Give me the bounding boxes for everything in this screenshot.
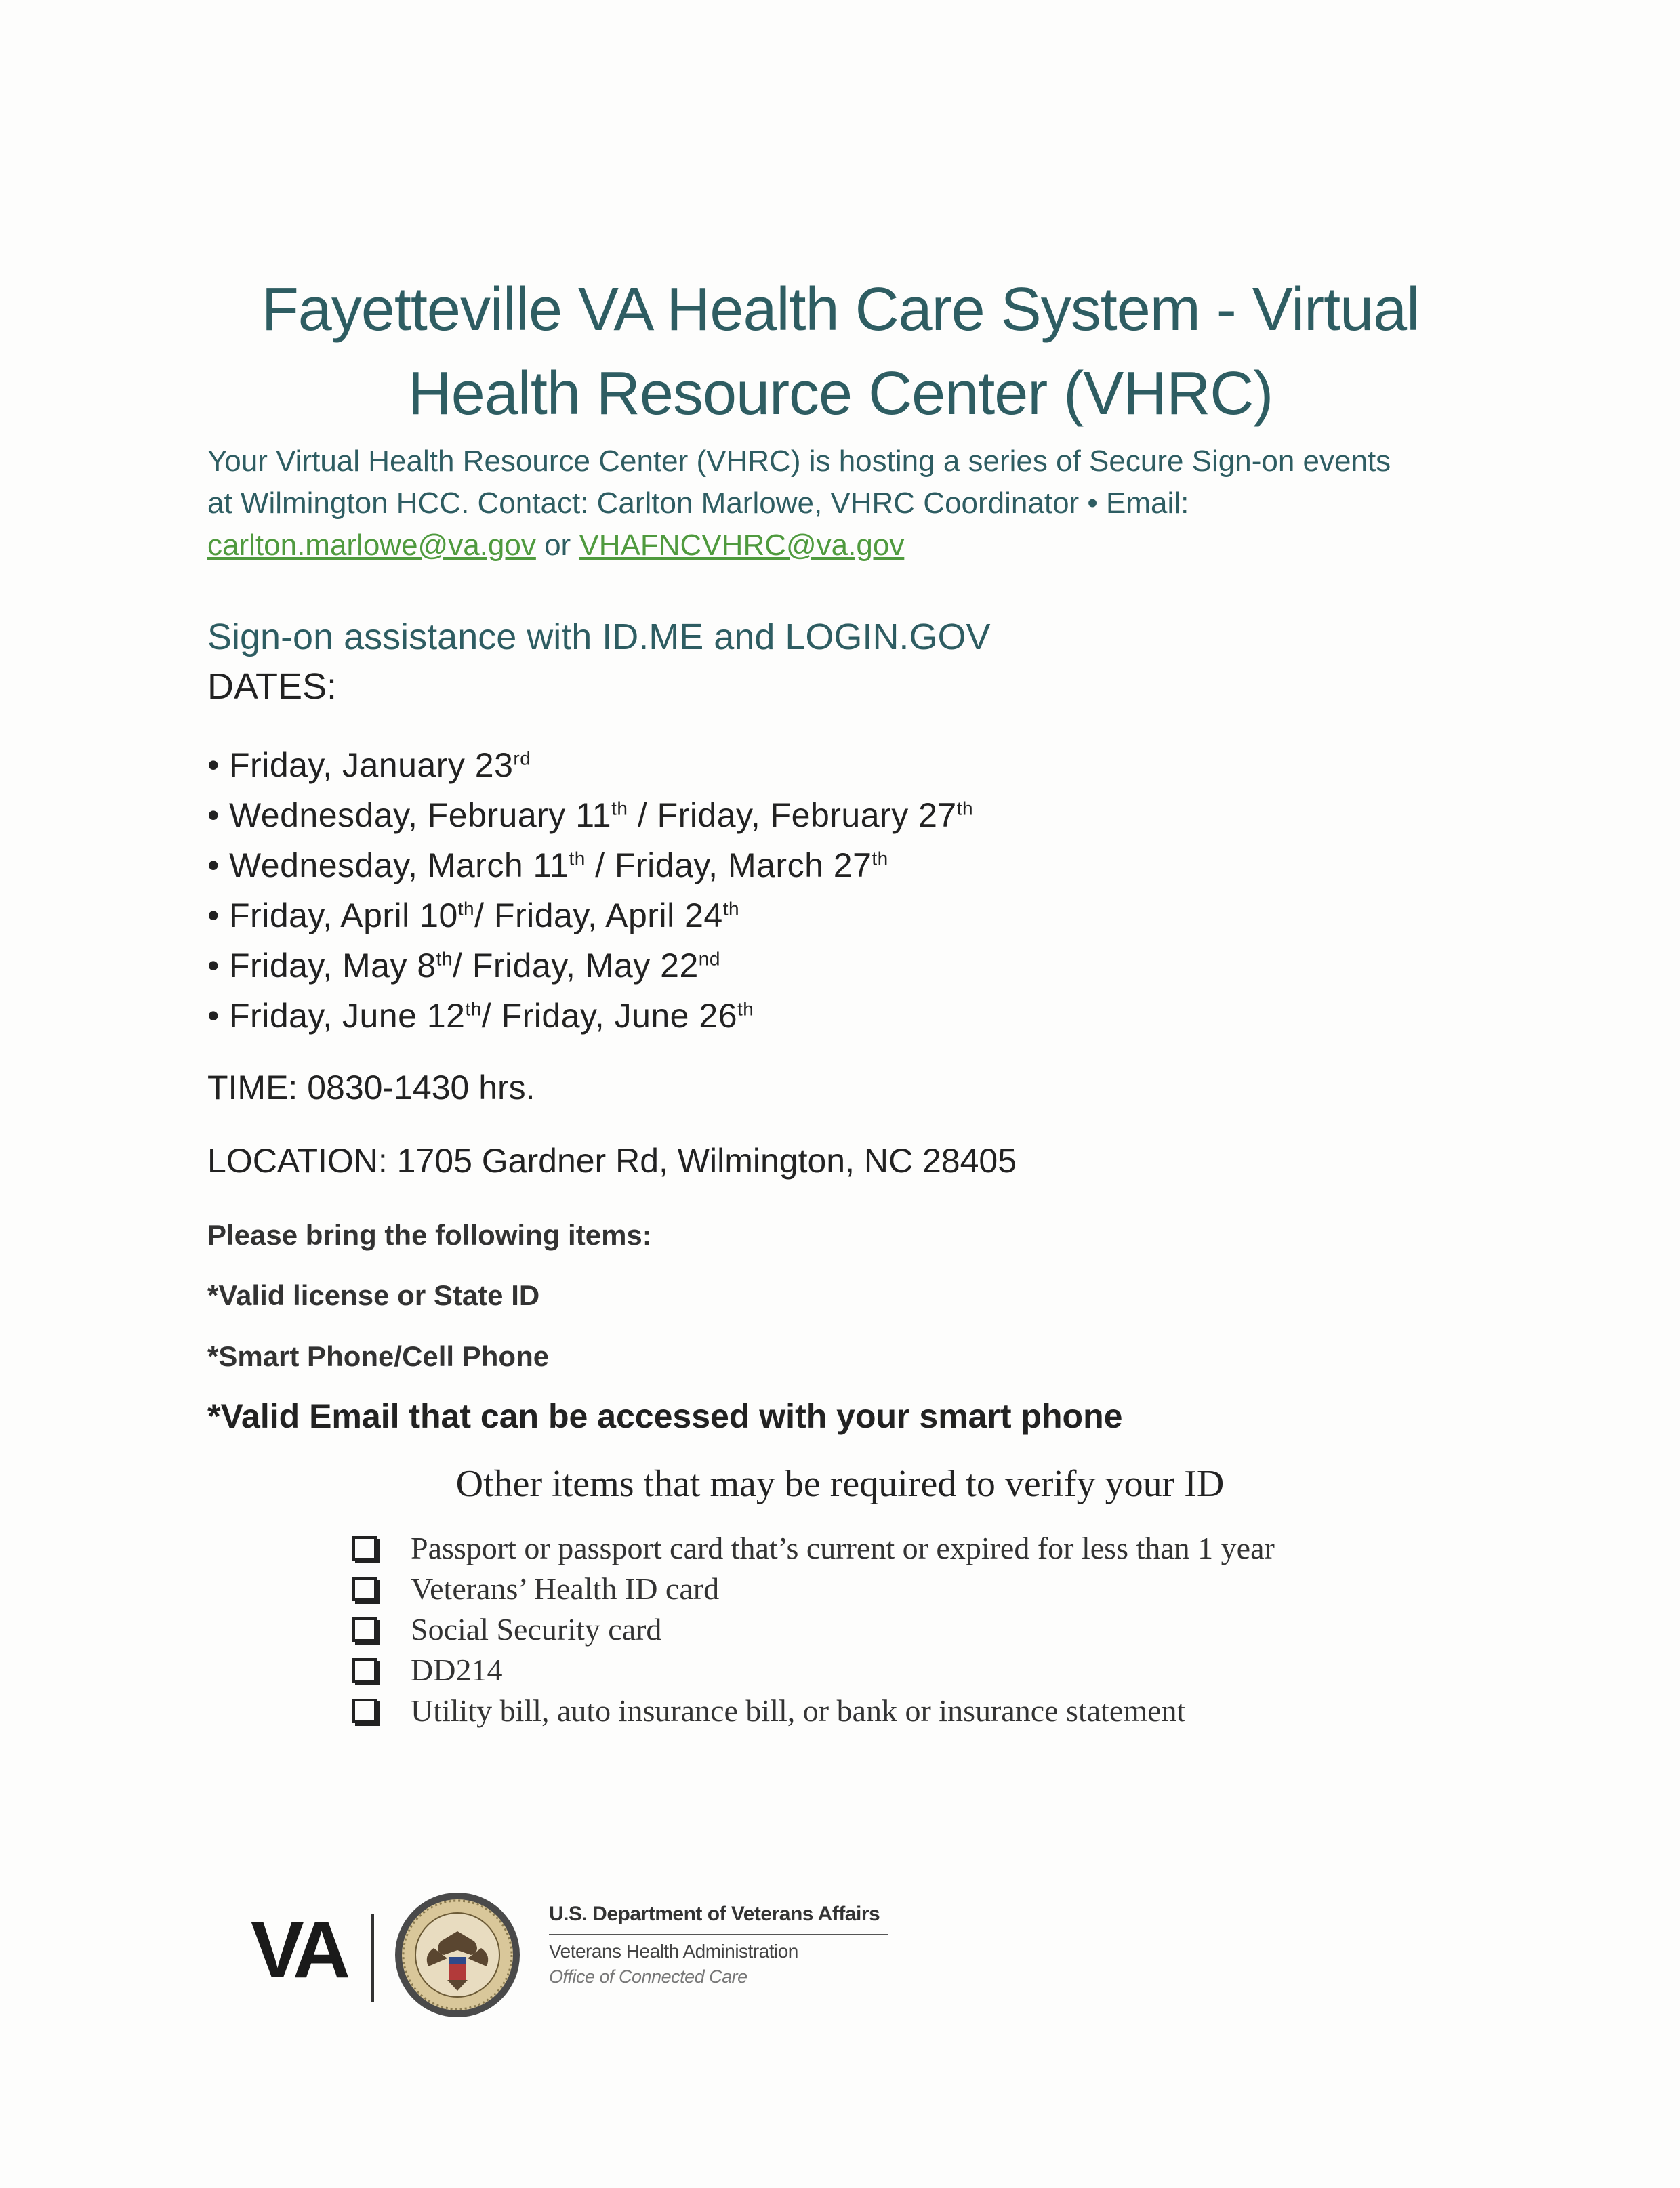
date-ordinal: nd <box>698 948 720 970</box>
date-item <box>207 740 973 790</box>
date-ordinal: rd <box>513 747 531 769</box>
checkbox-icon <box>352 1699 377 1723</box>
checkbox-icon <box>352 1536 377 1561</box>
date-text: Friday, June 12 <box>229 997 466 1035</box>
signon-heading: Sign-on assistance with ID.ME and LOGIN.GOV <box>207 617 991 657</box>
date-text: / Friday, May 22 <box>453 947 699 985</box>
va-wordmark: VA <box>251 1905 346 1995</box>
checklist-item <box>352 1609 1275 1650</box>
date-ordinal: th <box>569 848 586 869</box>
dates-list <box>207 740 973 1041</box>
date-text: / Friday, April 24 <box>474 896 723 934</box>
checklist-item-text: Social Security card <box>411 1612 662 1647</box>
date-item <box>207 890 973 941</box>
footer-logo <box>251 1877 928 2012</box>
date-text: / Friday, February 27 <box>628 796 957 834</box>
bring-item-email: *Valid Email that can be accessed with your smart phone <box>207 1397 1123 1435</box>
checklist-item <box>352 1691 1275 1731</box>
date-ordinal: th <box>737 998 754 1020</box>
date-ordinal: th <box>722 898 740 920</box>
checkbox-icon <box>352 1617 377 1642</box>
checklist-item <box>352 1569 1275 1609</box>
other-items-checklist <box>352 1528 1275 1731</box>
checklist-item-text: DD214 <box>411 1653 503 1687</box>
date-item <box>207 840 973 890</box>
title-line-1: Fayetteville VA Health Care System - Virtual <box>261 276 1420 344</box>
date-ordinal: th <box>872 848 888 869</box>
location-text: LOCATION: 1705 Gardner Rd, Wilmington, NC 28405 <box>207 1142 1017 1180</box>
email-link-vhrc[interactable]: VHAFNCVHRC@va.gov <box>579 529 905 562</box>
checklist-item-text: Utility bill, auto insurance bill, or bank or insurance statement <box>411 1693 1186 1728</box>
checklist-item <box>352 1650 1275 1691</box>
other-items-title <box>0 1458 1680 1510</box>
date-text: Friday, April 10 <box>229 896 458 934</box>
administration-name: Veterans Health Administration <box>549 1941 798 1962</box>
dates-label: DATES: <box>207 666 337 707</box>
title-line-2: Health Resource Center (VHRC) <box>407 360 1273 428</box>
logo-divider <box>371 1914 374 2002</box>
email-link-coordinator[interactable]: carlton.marlowe@va.gov <box>207 529 536 562</box>
date-ordinal: th <box>611 798 628 819</box>
bring-item-phone: *Smart Phone/Cell Phone <box>207 1340 550 1372</box>
date-ordinal: th <box>457 898 475 920</box>
date-text: Wednesday, February 11 <box>229 796 612 834</box>
checkbox-icon <box>352 1577 377 1601</box>
office-name: Office of Connected Care <box>549 1966 747 1987</box>
checkbox-icon <box>352 1658 377 1683</box>
date-ordinal: th <box>956 798 974 819</box>
intro-paragraph <box>207 440 1495 566</box>
date-text: Wednesday, March 11 <box>229 846 569 884</box>
intro-line-2: at Wilmington HCC. Contact: Carlton Marlowe, VHRC Coordinator • Email: <box>207 487 1189 520</box>
checklist-item <box>352 1528 1275 1569</box>
date-text: / Friday, March 27 <box>585 846 872 884</box>
va-seal-icon <box>393 1891 522 2019</box>
page-title <box>163 268 1518 436</box>
department-name: U.S. Department of Veterans Affairs <box>549 1903 880 1925</box>
checklist-item-text: Passport or passport card that’s current or expired for less than 1 year <box>411 1531 1275 1565</box>
time-text: TIME: 0830-1430 hrs. <box>207 1069 535 1107</box>
date-text: Friday, January 23 <box>229 746 514 784</box>
intro-line-1: Your Virtual Health Resource Center (VHRC) is hosting a series of Secure Sign-on events <box>207 445 1391 478</box>
date-text: / Friday, June 26 <box>481 997 737 1035</box>
department-rule <box>549 1934 888 1935</box>
date-item <box>207 790 973 840</box>
bring-heading: Please bring the following items: <box>207 1219 652 1251</box>
or-text: or <box>535 529 579 562</box>
intro-line-3 <box>207 524 1495 566</box>
date-text: Friday, May 8 <box>229 947 436 985</box>
date-ordinal: th <box>436 948 453 970</box>
bring-item-license: *Valid license or State ID <box>207 1279 540 1311</box>
date-ordinal: th <box>465 998 482 1020</box>
date-item <box>207 991 973 1041</box>
other-items-title-text: Other items that may be required to verify your ID <box>455 1463 1225 1505</box>
date-item <box>207 941 973 991</box>
checklist-item-text: Veterans’ Health ID card <box>411 1571 720 1606</box>
